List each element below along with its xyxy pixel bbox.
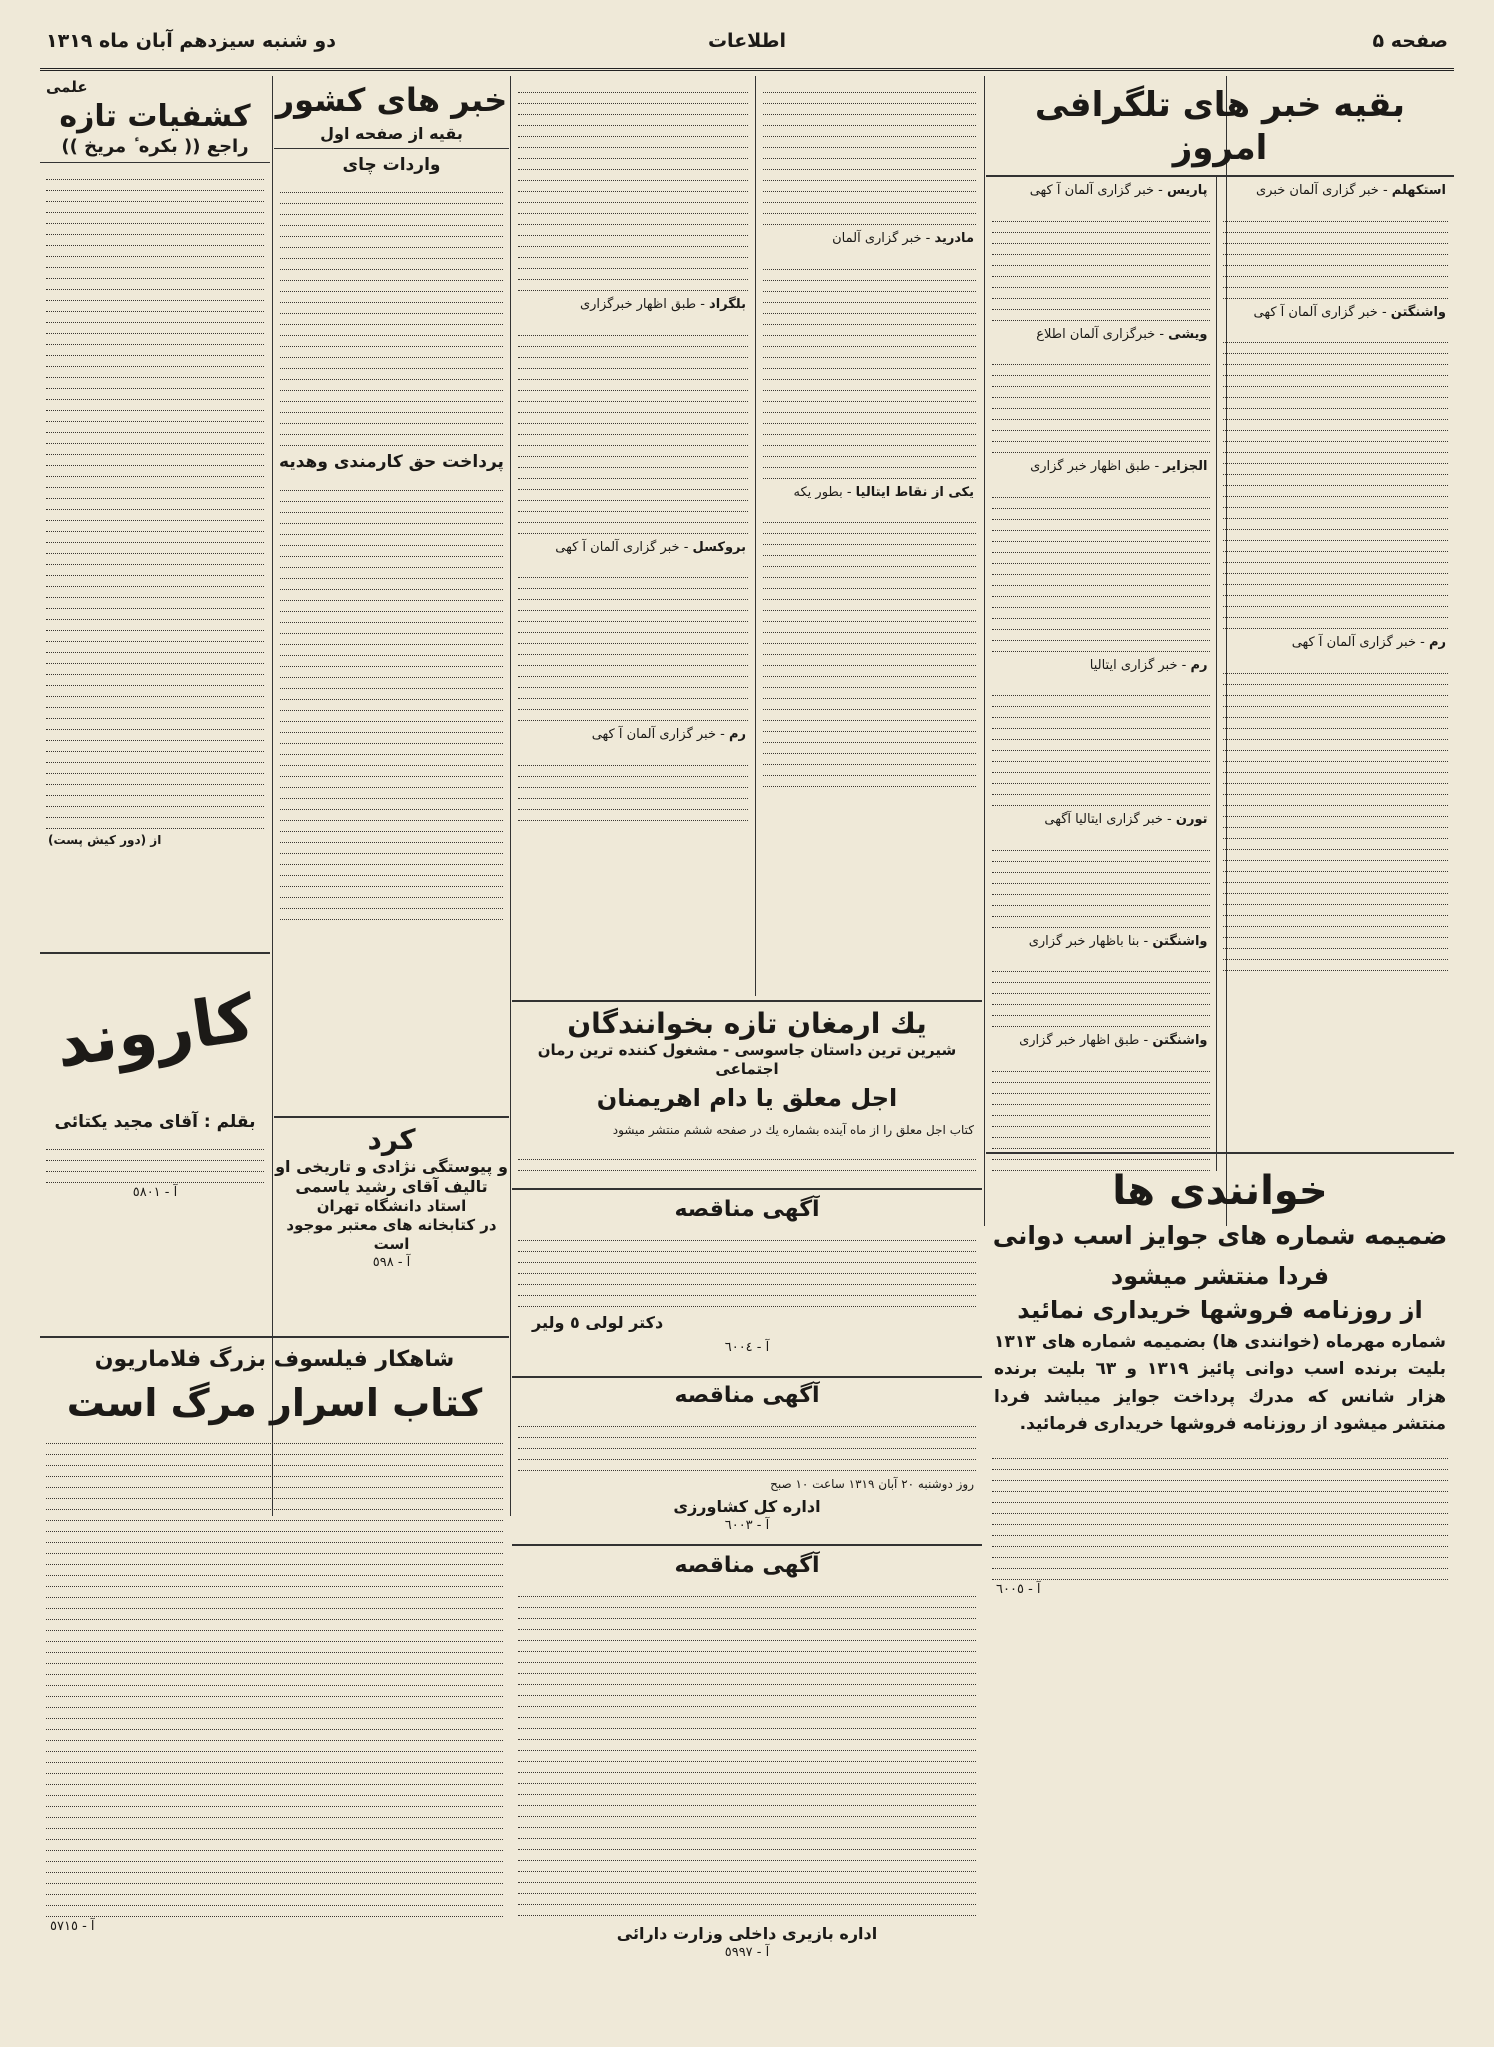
serial-announcement (512, 1000, 982, 1180)
flammarion-ad (40, 1336, 509, 2014)
tender-signature: اداره کل کشاورزی (673, 1496, 821, 1516)
flammarion-title: شاهکار فیلسوف بزرگ فلاماریون (94, 1347, 455, 1372)
ad-code: آ - ٦٠٠٣ (724, 1517, 770, 1533)
tender-notice-3 (512, 1544, 982, 2014)
telegraph-item: رم - خبر گزاری ایتالیا (1089, 657, 1208, 673)
science-label: علمی (46, 78, 88, 96)
kurd-subtitle: و پیوستگی نژادی و تاریخی او (275, 1157, 508, 1176)
section-heading: پرداخت حق کارمندی وهدیه (279, 452, 504, 473)
lottery-title: خوانندی ها (1112, 1168, 1328, 1214)
lottery-line1: فردا منتشر میشود (1110, 1262, 1330, 1291)
telegraph-item: پاریس - خبر گزاری آلمان آ کهی (1029, 183, 1208, 198)
tender-title: آگهی مناقصه (674, 1197, 820, 1222)
tender-title: آگهی مناقصه (674, 1553, 820, 1578)
serial-subtitle: شیرین ترین داستان جاسوسی - مشغول کننده ترین رمان اجتماعی (537, 1041, 957, 1078)
telegraph-title: بقیه خبر های تلگرافی امروز (986, 76, 1454, 177)
karvand-title: کاروند (51, 981, 259, 1083)
lottery-subtitle: ضمیمه شماره های جوایز اسب دوانی (992, 1221, 1448, 1250)
tender-notice-2 (512, 1376, 982, 1536)
flammarion-book: کتاب اسرار مرگ است (66, 1380, 483, 1425)
telegraph-item: رم - خبر گزاری آلمان آ کهی (1291, 635, 1446, 650)
telegraph-item: استکهلم - خبر گزاری آلمان خبری (1255, 183, 1446, 198)
kurd-author: تالیف آقای رشید یاسمی (295, 1177, 488, 1196)
tender-date: روز دوشنبه ٢٠ آبان ١٣١٩ ساعت ١٠ صبح (770, 1476, 974, 1491)
kurd-book-ad (274, 1116, 509, 1328)
science-signature: از (دور کیش پست) (48, 833, 162, 847)
serial-title: یك ارمغان تازه بخوانندگان (567, 1007, 927, 1040)
page-number: صفحه ۵ (1372, 30, 1448, 52)
kurd-title: کرد (367, 1123, 416, 1156)
tender-signature: دکتر لولی ٥ ولیر (532, 1312, 664, 1332)
karvand-ad (40, 952, 270, 1328)
tender-title: آگهی مناقصه (674, 1383, 820, 1408)
page-header (40, 22, 1454, 71)
serial-book-title: اجل معلق یا دام اهریمنان (596, 1083, 898, 1112)
news-item: رم - خبر گزاری آلمان آ کهی (591, 727, 746, 742)
telegraph-item: تورن - خبر گزاری ایتالیا آگهی (1044, 812, 1208, 827)
telegraph-item: ویشی - خبرگزاری آلمان اطلاع (1036, 326, 1208, 342)
news-item: یکی از نقاط ایتالیا - بطور یکه (793, 484, 974, 500)
paper-name: اطلاعات (707, 30, 787, 52)
issue-date: دو شنبه سیزدهم آبان ماه ۱۳۱۹ (46, 30, 336, 52)
country-news-title: خبر های کشور (275, 81, 508, 119)
ad-code: آ - ٥٩٨ (372, 1255, 411, 1271)
tender-notice-1 (512, 1188, 982, 1368)
science-column (40, 76, 270, 916)
serial-body: کتاب اجل معلق را از ماه آینده بشماره یك در صفحه ششم منتشر میشود (612, 1122, 974, 1137)
news-item: مادرید - خبر گزاری آلمان (832, 231, 974, 246)
section-heading: واردات چای (342, 155, 441, 175)
ad-code: آ - ٦٠٠٥ (996, 1582, 1041, 1597)
telegraph-item: واشنگتن - بنا باظهار خبر گزاری (1028, 933, 1208, 949)
kurd-position: استاد دانشگاه تهران (316, 1197, 467, 1215)
lottery-line2: از روزنامه فروشها خریداری نمائید (1017, 1296, 1423, 1325)
telegraph-item: الجزایر - طبق اظهار خبر گزاری (1030, 459, 1208, 474)
news-item: بلگراد - طبق اظهار خبرگزاری (579, 297, 746, 312)
karvand-author: بقلم : آقای مجید یکتائی (54, 1112, 256, 1132)
ad-code: آ - ٦٠٠٤ (724, 1339, 770, 1355)
country-news-subtitle: بقیه از صفحه اول (274, 124, 509, 149)
science-subtitle: راجع (( بکره ٔ مریخ )) (40, 136, 270, 164)
ad-code: آ - ٥٩٩٧ (724, 1944, 770, 1960)
middle-left-news (512, 76, 754, 996)
ad-code: آ - ٥٧١٥ (50, 1919, 95, 1934)
telegraph-news (986, 76, 1454, 1211)
middle-news-column (757, 76, 982, 996)
telegraph-item: واشنگتن - طبق اظهار خبر گزاری (1019, 1033, 1208, 1048)
ad-code: آ - ٥٨٠١ (132, 1185, 178, 1201)
tender-signature: اداره بازیری داخلی وزارت دارائی (616, 1923, 878, 1943)
kurd-where: در کتابخانه های معتبر موجود است (286, 1215, 497, 1253)
country-news (274, 76, 509, 1096)
science-title: کشفیات تازه (59, 99, 251, 134)
news-item: بروکسل - خبر گزاری آلمان آ کهی (555, 539, 746, 555)
lottery-supplement-ad (986, 1152, 1454, 2014)
telegraph-item: واشنگتن - خبر گزاری آلمان آ کهی (1253, 304, 1446, 320)
lottery-body: شماره مهرماه (خوانندی ها) بضمیمه شماره های ١٣١٣ بلیت برنده اسب دوانی پائیز ١٣١٩ و ٦٣ بلیت برنده هزار شانس که مدرك پرداخت جوایز میباشد فردا منتشر میشود از روزنامه فروشها خریداری فرمائید. (994, 1332, 1446, 1434)
